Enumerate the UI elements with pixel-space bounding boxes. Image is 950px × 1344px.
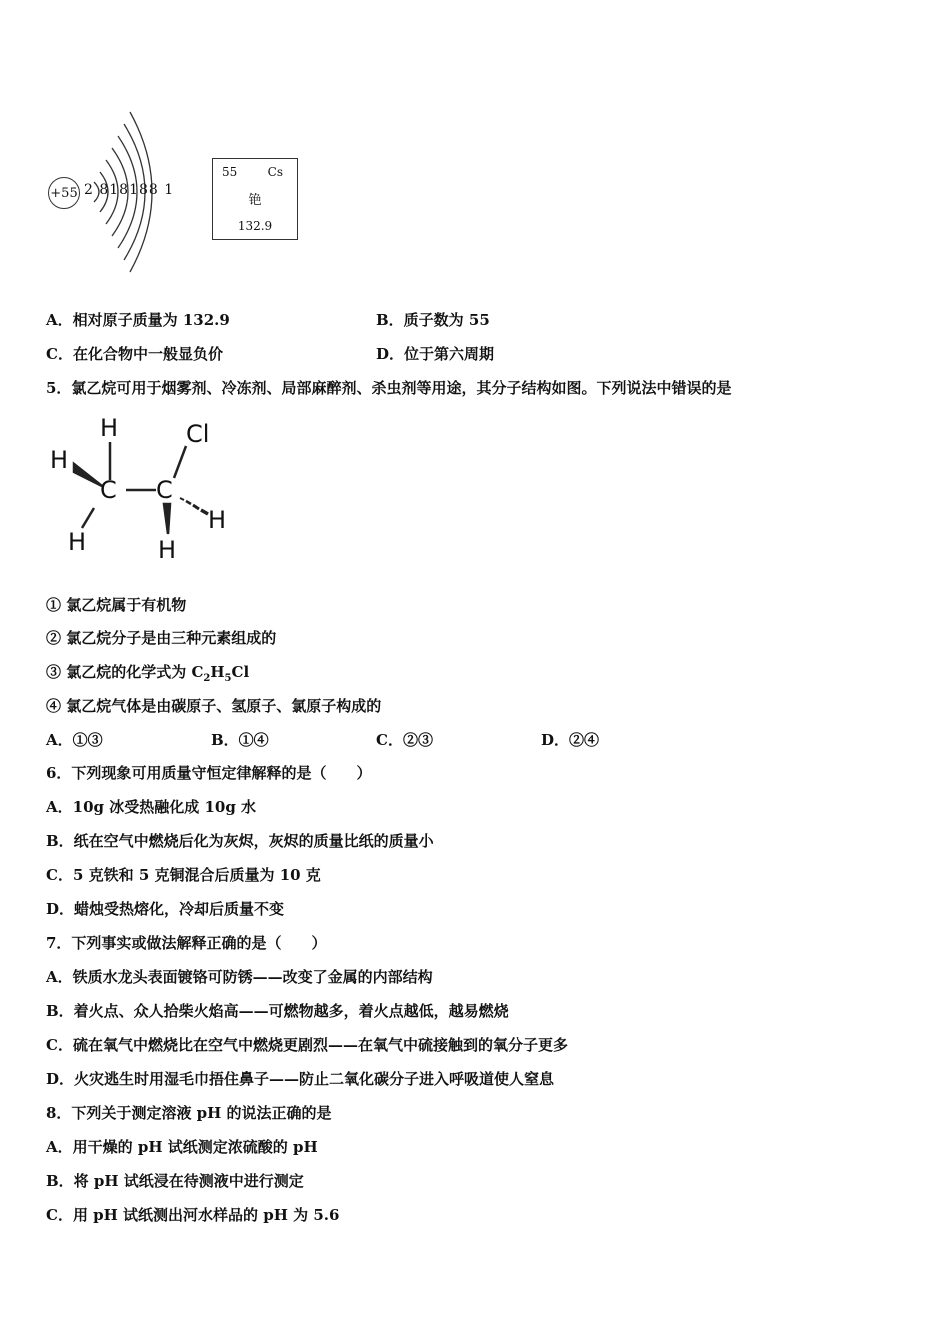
periodic-table-cell bbox=[212, 158, 298, 240]
q5-statement-3 bbox=[46, 662, 249, 689]
q5-stem: 5．氯乙烷可用于烟雾剂、冷冻剂、局部麻醉剂、杀虫剂等用途，其分子结构如图。下列说法中错误的是 bbox=[46, 379, 732, 397]
q5-statement-2: ② 氯乙烷分子是由三种元素组成的 bbox=[46, 629, 277, 647]
q8-option-c: C．用 pH 试纸测出河水样品的 pH 为 5.6 bbox=[46, 1206, 340, 1224]
q7-option-c: C．硫在氧气中燃烧比在空气中燃烧更剧烈——在氧气中硫接触到的氧分子更多 bbox=[46, 1036, 568, 1054]
q5-statement-4: ④ 氯乙烷气体是由碳原子、氢原子、氯原子构成的 bbox=[46, 697, 382, 715]
q7-stem: 7．下列事实或做法解释正确的是（ ） bbox=[46, 934, 327, 952]
formula-h: H bbox=[210, 663, 225, 681]
q4-option-b: B．质子数为 55 bbox=[376, 311, 490, 329]
q5-statement-3-text: ③ 氯乙烷的化学式为 C bbox=[46, 663, 204, 681]
q6-option-b: B．纸在空气中燃烧后化为灰烬，灰烬的质量比纸的质量小 bbox=[46, 832, 434, 850]
q5-option-b: B．①④ bbox=[211, 731, 269, 749]
formula-subscript-2: 2 bbox=[203, 673, 211, 684]
q6-option-c: C．5 克铁和 5 克铜混合后质量为 10 克 bbox=[46, 866, 321, 884]
q5-option-c: C．②③ bbox=[376, 731, 433, 749]
atomic-mass: 132.9 bbox=[237, 219, 273, 233]
atom-cl: Cl bbox=[186, 420, 210, 448]
chloroethane-structure-diagram bbox=[44, 412, 244, 572]
atom-h-bottom-left: H bbox=[68, 528, 87, 556]
q7-option-d: D．火灾逃生时用湿毛巾捂住鼻子——防止二氧化碳分子进入呼吸道使人窒息 bbox=[46, 1070, 555, 1088]
q4-option-d: D．位于第六周期 bbox=[376, 345, 495, 363]
atom-h-right: H bbox=[208, 506, 227, 534]
atom-h-left: H bbox=[50, 446, 69, 474]
q4-option-a: A．相对原子质量为 132.9 bbox=[46, 311, 230, 329]
q6-option-a: A．10g 冰受热融化成 10g 水 bbox=[46, 798, 257, 816]
q6-option-d: D．蜡烛受热熔化，冷却后质量不变 bbox=[46, 900, 285, 918]
q8-option-a: A．用干燥的 pH 试纸测定浓硫酸的 pH bbox=[46, 1138, 318, 1156]
atom-c-right: C bbox=[156, 476, 173, 504]
atomic-number: 55 bbox=[222, 165, 238, 179]
element-symbol: Cs bbox=[267, 165, 283, 179]
q8-stem: 8．下列关于测定溶液 pH 的说法正确的是 bbox=[46, 1104, 332, 1122]
atom-nucleus: +55 bbox=[48, 177, 80, 209]
q5-option-a: A．①③ bbox=[46, 731, 103, 749]
atom-h-top-left: H bbox=[100, 414, 119, 442]
atom-c-left: C bbox=[100, 476, 117, 504]
electron-shell-numbers: 2 818188 1 bbox=[84, 182, 175, 198]
q7-option-b: B．着火点、众人拾柴火焰高——可燃物越多，着火点越低，越易燃烧 bbox=[46, 1002, 509, 1020]
q7-option-a: A．铁质水龙头表面镀铬可防锈——改变了金属的内部结构 bbox=[46, 968, 433, 986]
q6-stem: 6．下列现象可用质量守恒定律解释的是（ ） bbox=[46, 764, 372, 782]
q5-option-d: D．②④ bbox=[541, 731, 600, 749]
formula-cl: Cl bbox=[231, 663, 250, 681]
cesium-atom-structure-diagram bbox=[44, 102, 180, 282]
element-name: 铯 bbox=[248, 193, 262, 208]
q5-statement-1: ① 氯乙烷属于有机物 bbox=[46, 596, 187, 614]
atom-h-bottom: H bbox=[158, 536, 177, 564]
q8-option-b: B．将 pH 试纸浸在待测液中进行测定 bbox=[46, 1172, 304, 1190]
formula-subscript-5: 5 bbox=[224, 673, 232, 684]
q4-option-c: C．在化合物中一般显负价 bbox=[46, 345, 223, 363]
